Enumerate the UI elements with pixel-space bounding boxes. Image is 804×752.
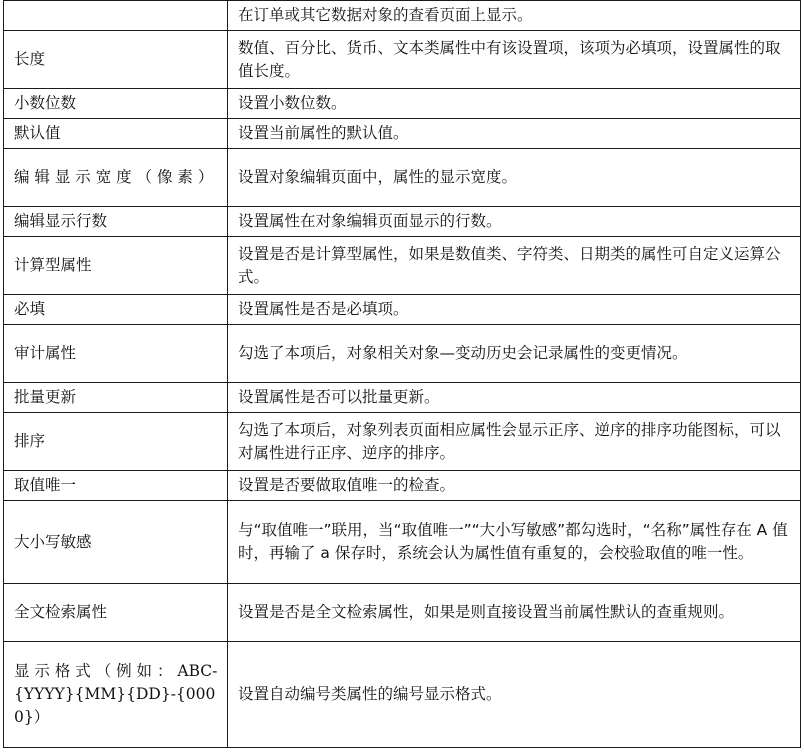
table-row [4,642,801,748]
row-description: 设置是否是计算型属性，如果是数值类、字符类、日期类的属性可自定义运算公式。 [228,237,801,295]
row-label: 默认值 [4,119,228,149]
row-label: 取值唯一 [4,471,228,501]
row-description: 设置小数位数。 [228,89,801,119]
row-label: 小数位数 [4,89,228,119]
row-description: 设置当前属性的默认值。 [228,119,801,149]
row-description: 数值、百分比、货币、文本类属性中有该设置项，该项为必填项，设置属性的取值长度。 [228,31,801,89]
row-description: 设置自动编号类属性的编号显示格式。 [228,642,801,748]
row-label: 编 辑 显 示 宽 度 （ 像 素 ） [4,149,228,207]
row-description: 设置是否要做取值唯一的检查。 [228,471,801,501]
row-description: 设置是否是全文检索属性，如果是则直接设置当前属性默认的查重规则。 [228,584,801,642]
table-row [4,413,801,471]
row-label: 全文检索属性 [4,584,228,642]
table-row [4,1,801,31]
table-row [4,471,801,501]
row-label: 编辑显示行数 [4,207,228,237]
property-settings-table [3,0,801,748]
table-row [4,237,801,295]
row-description: 与“取值唯一”联用，当“取值唯一”“大小写敏感”都勾选时，“名称”属性存在 A 值时，再输了 a 保存时，系统会认为属性值有重复的，会校验取值的唯一性。 [228,501,801,584]
row-label [4,1,228,31]
table-row [4,207,801,237]
row-label: 审计属性 [4,325,228,383]
table-row [4,89,801,119]
row-label: 批量更新 [4,383,228,413]
table-row [4,383,801,413]
table-row [4,119,801,149]
row-description: 在订单或其它数据对象的查看页面上显示。 [228,1,801,31]
table-row [4,325,801,383]
row-description: 勾选了本项后，对象列表页面相应属性会显示正序、逆序的排序功能图标，可以对属性进行正序、逆序的排序。 [228,413,801,471]
table-row [4,584,801,642]
row-description: 设置属性是否是必填项。 [228,295,801,325]
table-row [4,149,801,207]
row-label: 长度 [4,31,228,89]
row-description: 设置属性是否可以批量更新。 [228,383,801,413]
row-description: 设置属性在对象编辑页面显示的行数。 [228,207,801,237]
row-label: 大小写敏感 [4,501,228,584]
row-label: 排序 [4,413,228,471]
table-row [4,295,801,325]
row-label: 必填 [4,295,228,325]
row-label: 显 示 格 式 （ 例 如 ： ABC-{YYYY}{MM}{DD}-{0000}） [4,642,228,748]
row-description: 勾选了本项后，对象相关对象—变动历史会记录属性的变更情况。 [228,325,801,383]
table-row [4,501,801,584]
table-row [4,31,801,89]
row-label: 计算型属性 [4,237,228,295]
row-description: 设置对象编辑页面中，属性的显示宽度。 [228,149,801,207]
